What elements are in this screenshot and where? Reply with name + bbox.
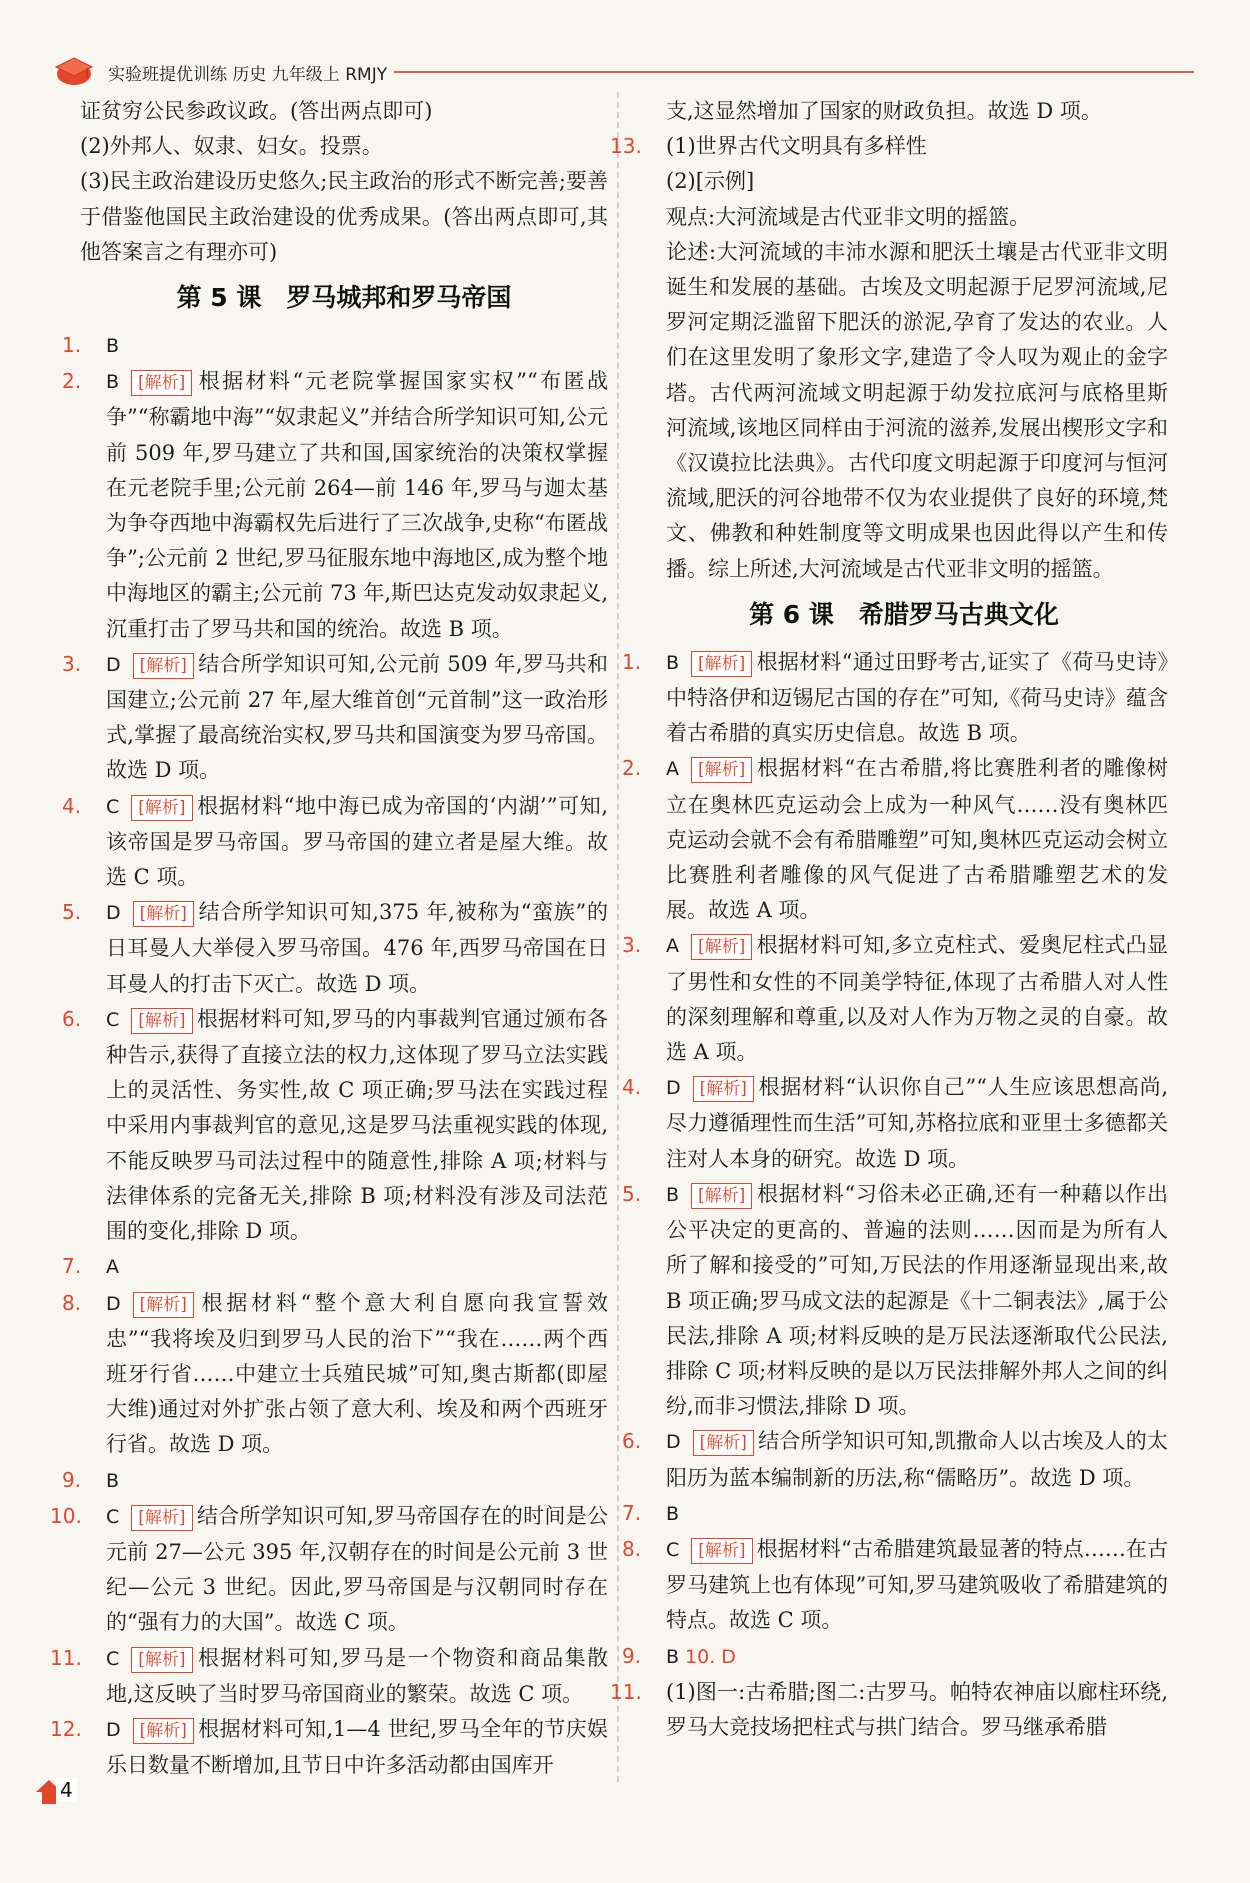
item-number: 4. (622, 1075, 642, 1100)
item-number: 8. (62, 1290, 82, 1315)
item-number: 4. (62, 793, 82, 818)
mortarboard-icon (54, 54, 94, 88)
item-number: 2. (62, 369, 82, 394)
answer-item (62, 364, 608, 647)
continuation-text: 支,这显然增加了国家的财政负担。故选 D 项。 (666, 99, 1102, 123)
analysis-tag: [解析] (691, 1538, 752, 1564)
analysis-tag: [解析] (691, 651, 752, 677)
answer-item (62, 1463, 608, 1499)
analysis-tag: [解析] (131, 795, 192, 821)
item-text: 结合所学知识可知,公元前 509 年,罗马共和国建立;公元前 27 年,屋大维首创“元首制”这一政治形式,掌握了最高统治实权,罗马共和国演变为罗马帝国。故选 D 项。 (106, 651, 608, 783)
analysis-tag: [解析] (691, 1183, 752, 1209)
item-text: (1)图一:古希腊;图二:古罗马。帕特农神庙以廊柱环绕,罗马大竞技场把柱式与拱门结合。罗马继承希腊 (666, 1679, 1168, 1739)
answer-item (622, 751, 1168, 928)
answer-item (50, 1712, 608, 1783)
answer-item (622, 1639, 1168, 1675)
item-number: 10. (50, 1503, 82, 1528)
item-text: 结合所学知识可知,罗马帝国存在的时间是公元前 27—公元 395 年,汉朝存在的时间是公元前 3 世纪—公元 3 世纪。因此,罗马帝国是与汉朝同时存在的“强有力的大国”。故选 C 项。 (106, 1503, 608, 1635)
column-divider (617, 92, 619, 1782)
intro-line: (3)民主政治建设历史悠久;民主政治的形式不断完善;要善于借鉴他国民主政治建设的优秀成果。(答出两点即可,其他答案言之有理亦可) (80, 169, 608, 264)
answer-item (622, 1177, 1168, 1424)
item-answer: B (666, 1502, 680, 1525)
answer-item (622, 645, 1168, 752)
lesson-6-title: 第 6 课 希腊罗马古典文化 (749, 599, 1059, 629)
item-number: 9. (622, 1643, 642, 1668)
analysis-tag: [解析] (693, 1430, 754, 1456)
item-answer: D (106, 1292, 121, 1315)
analysis-tag: [解析] (131, 1505, 192, 1531)
item-answer: B (106, 1469, 120, 1492)
item-answer: C (106, 795, 120, 818)
answer-item (610, 1675, 1168, 1745)
item-number: 8. (622, 1536, 642, 1561)
analysis-tag: [解析] (693, 1076, 754, 1102)
item-text: 根据材料“认识你自己”“人生应该思想高尚,尽力遵循理性而生活”可知,苏格拉底和亚里士多德都关注对人本身的研究。故选 D 项。 (666, 1075, 1168, 1171)
answer-item (62, 1002, 608, 1249)
item-number: 12. (50, 1716, 82, 1741)
right-column (610, 94, 1168, 1745)
item-number: 2. (622, 756, 642, 781)
item-number: 5. (622, 1181, 642, 1206)
item-answer: D (666, 1077, 681, 1100)
analysis-tag: [解析] (131, 370, 192, 396)
answer-item (622, 1424, 1168, 1495)
item-number: 9. (62, 1467, 82, 1492)
page-header (54, 52, 1194, 92)
answer-item (622, 928, 1168, 1070)
item-answer: C (666, 1538, 680, 1561)
page-number: 4 (56, 1778, 77, 1802)
item-number: 11. (50, 1645, 82, 1670)
item-number: 5. (62, 900, 82, 925)
answer-item-13 (610, 129, 1168, 164)
item-number: 3. (622, 933, 642, 958)
analysis-tag: [解析] (691, 934, 752, 960)
analysis-tag: [解析] (691, 757, 752, 783)
item-answer: B (666, 1645, 680, 1668)
item-text: 结合所学知识可知,凯撒命人以古埃及人的太阳历为蓝本编制新的历法,称“儒略历”。故选 D 项。 (666, 1429, 1168, 1490)
item-text: 根据材料“在古希腊,将比赛胜利者的雕像树立在奥林匹克运动会上成为一种风气……没有奥林匹克运动会就不会有希腊雕塑”可知,奥林匹克运动会树立比赛胜利者雕像的风气促进了古希腊雕塑艺术的发展。故选 A 项。 (666, 756, 1168, 923)
answer-item (622, 1532, 1168, 1639)
item-text: 结合所学知识可知,375 年,被称为“蛮族”的日耳曼人大举侵入罗马帝国。476 年,西罗马帝国在日耳曼人的打击下灭亡。故选 D 项。 (106, 900, 608, 996)
item-text: 根据材料可知,多立克柱式、爱奥尼柱式凸显了男性和女性的不同美学特征,体现了古希腊人对人性的深刻理解和尊重,以及对人作为万物之灵的自豪。故选 A 项。 (666, 933, 1168, 1065)
item-answer: A (106, 1256, 119, 1279)
intro-line: (2)外邦人、奴隶、妇女。投票。 (80, 134, 383, 159)
item-text: 根据材料“习俗未必正确,还有一种藉以作出公平决定的更高的、普遍的法则……因而是为所有人所了解和接受的”可知,万民法的作用逐渐显现出来,故 B 项正确;罗马成文法的起源是《十二铜表法》,属于公民法,排除 A 项;材料反映的是万民法逐渐取代公民法,排除 C 项;材料反映的是以万民法排解外邦人之间的纠纷,而非习惯法,排除 D 项。 (666, 1181, 1168, 1419)
analysis-tag: [解析] (133, 901, 194, 927)
answer-item (50, 1499, 608, 1641)
item-answer: B (666, 651, 680, 674)
q13-part1: (1)世界古代文明具有多样性 (666, 134, 927, 159)
item-answer: D (106, 1718, 121, 1741)
answer-item (62, 647, 608, 789)
item-text: 根据材料“地中海已成为帝国的‘内湖’”可知,该帝国是罗马帝国。罗马帝国的建立者是屋大维。故选 C 项。 (106, 793, 608, 890)
item-answer-10: 10. D (685, 1645, 736, 1668)
item-answer: A (666, 935, 679, 958)
page-number-badge (34, 1778, 86, 1810)
lesson-5-title: 第 5 课 罗马城邦和罗马帝国 (176, 283, 512, 313)
item-answer: D (106, 902, 121, 925)
analysis-tag: [解析] (133, 1292, 194, 1318)
item-number: 7. (62, 1254, 82, 1279)
answer-item (50, 1641, 608, 1712)
item-text: 根据材料“通过田野考古,证实了《荷马史诗》中特洛伊和迈锡尼古国的存在”可知,《荷马史诗》蕴含着古希腊的真实历史信息。故选 B 项。 (666, 649, 1168, 746)
answer-item (62, 1286, 608, 1463)
intro-line: 证贫穷公民参政议政。(答出两点即可) (80, 99, 433, 123)
item-number: 13. (610, 134, 642, 159)
q13-part2: (2)[示例] (666, 169, 755, 194)
item-number: 1. (622, 649, 642, 674)
item-answer: B (106, 335, 120, 358)
q13-view: 观点:大河流域是古代亚非文明的摇篮。 (666, 204, 1031, 229)
item-answer: D (666, 1431, 681, 1454)
item-answer: C (106, 1505, 120, 1528)
answer-item (62, 328, 608, 364)
answer-item (62, 789, 608, 896)
item-text: 根据材料“整个意大利自愿向我宣誓效忠”“我将埃及归到罗马人民的治下”“我在……两个西班牙行省……中建立士兵殖民城”可知,奥古斯都(即屋大维)通过对外扩张占领了意大利、埃及和两个西班牙行省。故选 D 项。 (106, 1290, 608, 1457)
item-answer: B (106, 371, 120, 394)
item-answer: B (666, 1183, 680, 1206)
header-title: 实验班提优训练 历史 九年级上 RMJY (108, 65, 388, 85)
item-number: 1. (62, 333, 82, 358)
answer-item (62, 1249, 608, 1285)
item-answer: A (666, 758, 679, 781)
left-column (50, 94, 608, 1783)
item-number: 11. (610, 1679, 642, 1704)
answer-item (62, 895, 608, 1002)
item-number: 3. (62, 651, 82, 676)
analysis-tag: [解析] (131, 1008, 192, 1034)
analysis-tag: [解析] (133, 653, 194, 679)
item-text: 根据材料可知,罗马是一个物资和商品集散地,这反映了当时罗马帝国商业的繁荣。故选 C 项。 (106, 1645, 608, 1706)
item-number: 6. (62, 1006, 82, 1031)
answer-item (622, 1496, 1168, 1532)
item-text: 根据材料可知,罗马的内事裁判官通过颁布各种告示,获得了直接立法的权力,这体现了罗马立法实践上的灵活性、务实性,故 C 项正确;罗马法在实践过程中采用内事裁判官的意见,这是罗马法重视实践的体现,不能反映罗马司法过程中的随意性,排除 A 项;材料与法律体系的完备无关,排除 B 项;材料没有涉及司法范围的变化,排除 D 项。 (106, 1006, 608, 1244)
header-rule (394, 71, 1194, 73)
answer-item (622, 1070, 1168, 1177)
q13-argument: 论述:大河流域的丰沛水源和肥沃土壤是古代亚非文明诞生和发展的基础。古埃及文明起源于尼罗河流域,尼罗河定期泛滥留下肥沃的淤泥,孕育了发达的农业。人们在这里发明了象形文字,建造了令人叹为观止的金字塔。古代两河流域文明起源于幼发拉底河与底格里斯河流域,该地区同样由于河流的滋养,发展出楔形文字和《汉谟拉比法典》。古代印度文明起源于印度河与恒河流域,肥沃的河谷地带不仅为农业提供了良好的环境,梵文、佛教和种姓制度等文明成果也因此得以产生和传播。综上所述,大河流域是古代亚非文明的摇篮。 (666, 239, 1168, 581)
item-number: 7. (622, 1500, 642, 1525)
item-text: 根据材料“古希腊建筑最显著的特点……在古罗马建筑上也有体现”可知,罗马建筑吸收了希腊建筑的特点。故选 C 项。 (666, 1536, 1168, 1633)
analysis-tag: [解析] (133, 1718, 194, 1744)
item-text: 根据材料可知,1—4 世纪,罗马全年的节庆娱乐日数量不断增加,且节日中许多活动都由国库开 (106, 1716, 608, 1778)
item-number: 6. (622, 1429, 642, 1454)
item-text: 根据材料“元老院掌握国家实权”“布匿战争”“称霸地中海”“奴隶起义”并结合所学知识可知,公元前 509 年,罗马建立了共和国,国家统治的决策权掌握在元老院手里;公元前 264—前 146 年,罗马与迦太基为争夺西地中海霸权先后进行了三次战争,史称“布匿战争”;公元前 2 世纪,罗马征服东地中海地区,成为整个地中海地区的霸主;公元前 73 年,斯巴达克发动奴隶起义,沉重打击了罗马共和国的统治。故选 B 项。 (106, 369, 608, 641)
item-answer: C (106, 1008, 120, 1031)
analysis-tag: [解析] (131, 1647, 192, 1673)
item-answer: C (106, 1647, 120, 1670)
item-answer: D (106, 653, 121, 676)
